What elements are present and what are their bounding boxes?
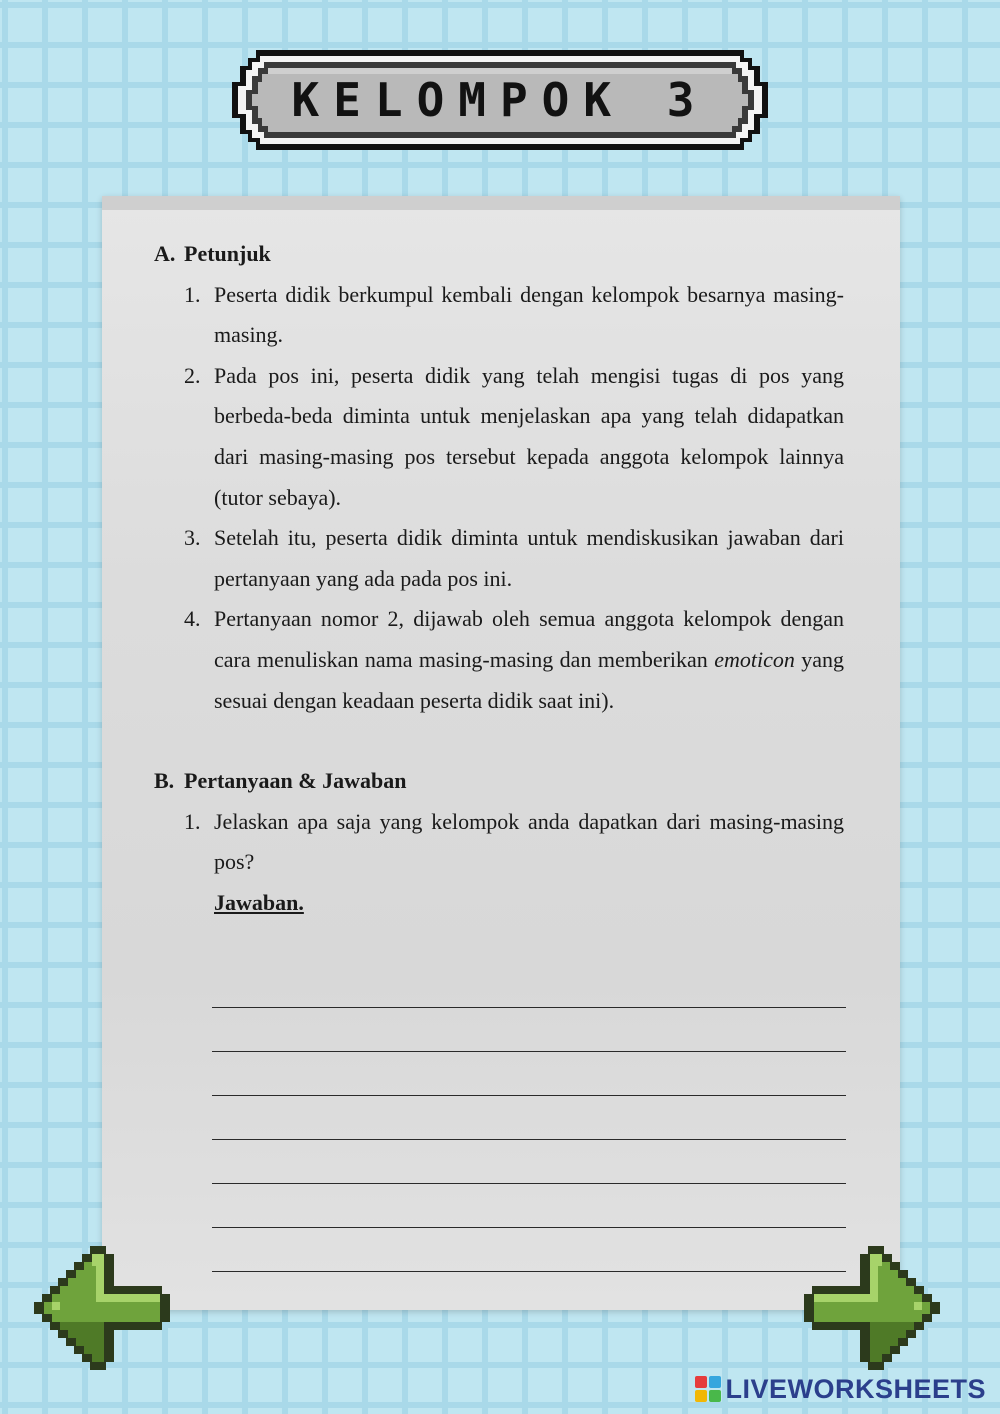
- watermark-text: LIVEWORKSHEETS: [725, 1373, 986, 1404]
- list-item-number: 1.: [184, 281, 201, 307]
- answer-label: Jawaban.: [214, 889, 304, 915]
- title-banner: [232, 50, 768, 150]
- list-item-text: Peserta didik berkumpul kembali dengan kelompok besarnya masing-masing.: [214, 281, 844, 348]
- list-item: [154, 356, 844, 518]
- list-item-number: 1.: [184, 808, 201, 834]
- answer-lines[interactable]: [212, 966, 846, 1274]
- answer-line[interactable]: [212, 1142, 846, 1184]
- instructions-list: [154, 275, 844, 722]
- list-item-text-start: Pertanyaan nomor 2, dijawab oleh semua anggota kelompok dengan cara menuliskan nama masing-masing dan memberikan: [214, 606, 844, 672]
- list-item-text: Setelah itu, peserta didik diminta untuk mendiskusikan jawaban dari pertanyaan yang ada pada pos ini.: [214, 525, 844, 591]
- section-b-letter: B.: [154, 768, 175, 794]
- section-a-letter: A.: [154, 241, 176, 266]
- liveworksheets-watermark: [695, 1372, 986, 1406]
- list-item-number: 4.: [184, 606, 201, 632]
- list-item-number: 3.: [184, 525, 201, 551]
- liveworksheets-logo-icon: [695, 1376, 721, 1402]
- answer-line[interactable]: [212, 1186, 846, 1228]
- pixel-arrow-left-icon[interactable]: [34, 1246, 170, 1370]
- pixel-arrow-right-icon[interactable]: [804, 1246, 940, 1370]
- section-b-title: [154, 761, 844, 802]
- section-a-title: [154, 234, 844, 275]
- list-item-text: Jelaskan apa saja yang kelompok anda dapatkan dari masing-masing pos?: [214, 808, 844, 875]
- worksheet-paper: [102, 196, 900, 1310]
- list-item-text-end: yang sesuai dengan keadaan peserta didik saat ini).: [214, 646, 844, 713]
- list-item-text-italic: emoticon: [714, 646, 795, 672]
- list-item: [154, 599, 844, 721]
- list-item: [154, 518, 844, 599]
- list-item: [154, 275, 844, 356]
- list-item-text: Pada pos ini, peserta didik yang telah mengisi tugas di pos yang berbeda-beda diminta untuk menjelaskan apa yang telah didapatkan dari masing-masing pos tersebut kepada anggota kelompok lainnya (tutor sebaya).: [214, 362, 844, 510]
- answer-line[interactable]: [212, 1098, 846, 1140]
- list-item-number: 2.: [184, 362, 201, 388]
- answer-line[interactable]: [212, 1054, 846, 1096]
- questions-list: [154, 802, 844, 883]
- list-item: [154, 802, 844, 883]
- worksheet-content: [154, 234, 844, 924]
- answer-line[interactable]: [212, 1230, 846, 1272]
- answer-line[interactable]: [212, 1010, 846, 1052]
- section-b-heading: Pertanyaan & Jawaban: [184, 768, 407, 794]
- paper-top-band: [102, 196, 900, 210]
- page-title: KELOMPOK 3: [291, 73, 709, 127]
- section-a-heading: Petunjuk: [184, 241, 271, 266]
- answer-line[interactable]: [212, 966, 846, 1008]
